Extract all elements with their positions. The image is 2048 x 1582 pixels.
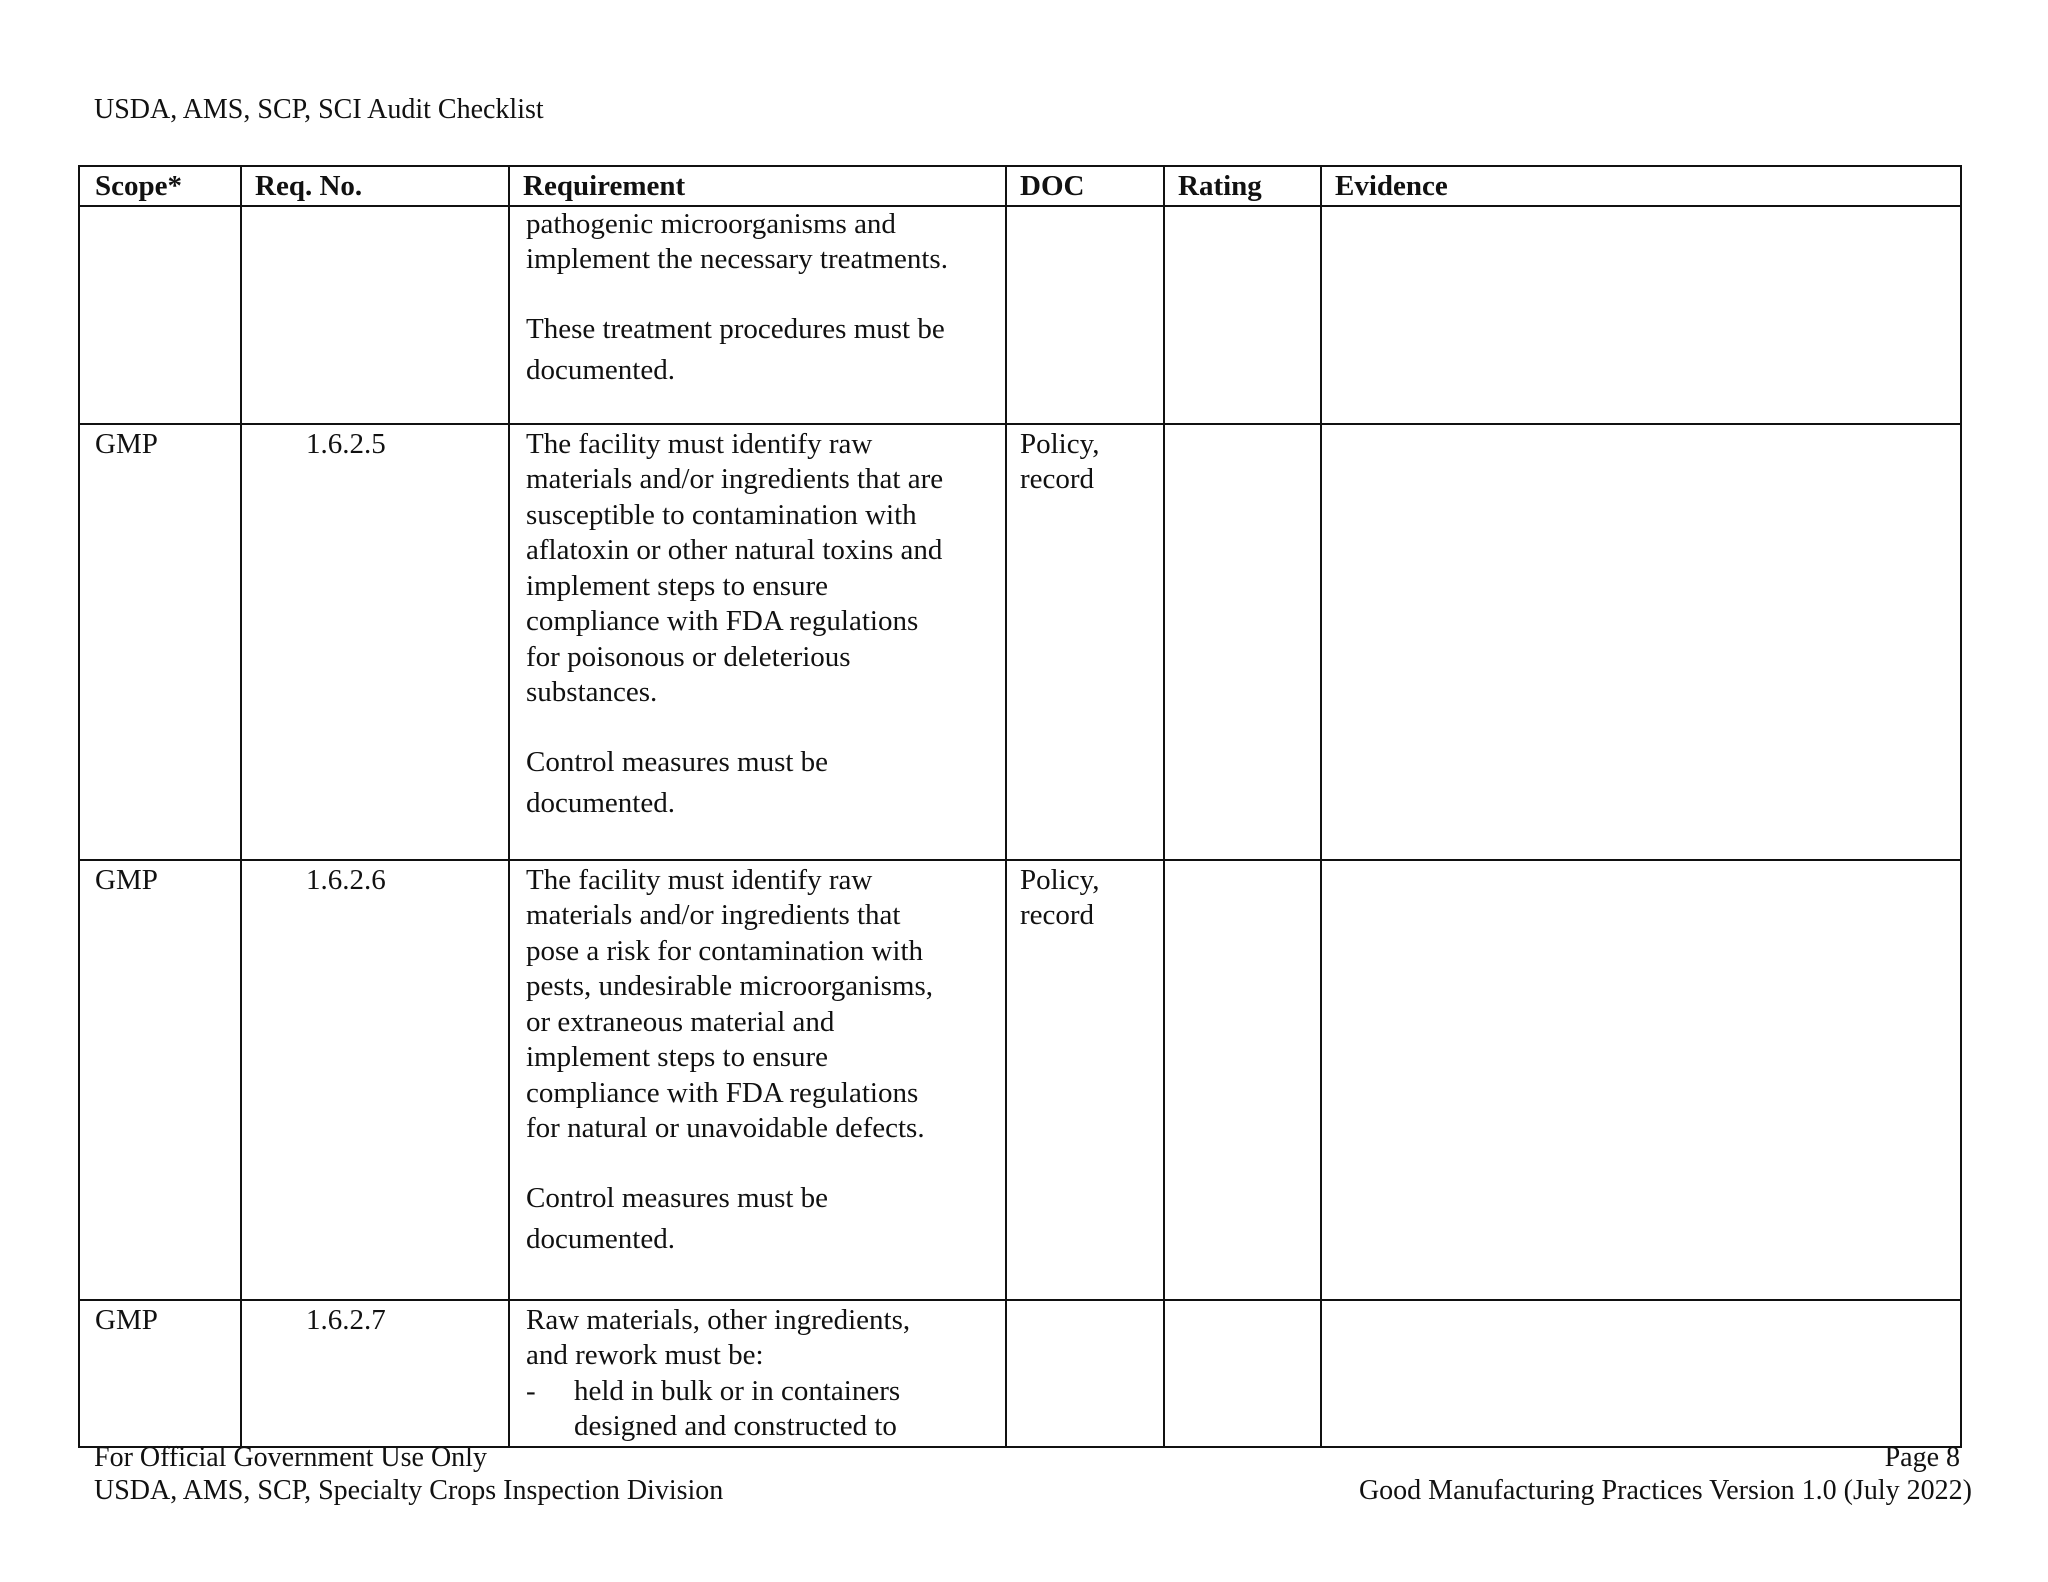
requirement-line: implement steps to ensure [526,1041,829,1073]
column-header-rating: Rating [1164,166,1321,206]
requirement-line: compliance with FDA regulations [526,1076,919,1109]
doc-line: Policy, [1020,427,1100,460]
evidence-cell [1321,1300,1961,1447]
footer-version: Good Manufacturing Practices Version 1.0 (July 2022) [1358,1475,1972,1506]
requirement-line: aflatoxin or other natural toxins and [526,534,943,566]
requirement-line: susceptible to contamination with [526,498,917,531]
requirement-line: The facility must identify raw [526,427,873,460]
column-header-evidence: Evidence [1321,166,1961,206]
bullet-item [526,1374,993,1445]
doc-cell [1006,424,1164,860]
requirement-cell [509,206,1006,424]
requirement-cell [509,860,1006,1300]
req-no-cell: 1.6.2.6 [241,860,509,1300]
doc-line: record [1020,899,1095,931]
scope-cell: GMP [79,424,241,860]
doc-cell [1006,860,1164,1300]
requirement-line: documented. [526,354,675,386]
req-no-cell: 1.6.2.7 [241,1300,509,1447]
audit-checklist-table [78,165,1962,1448]
rating-cell [1164,424,1321,860]
rating-cell [1164,1300,1321,1447]
column-header-requirement: Requirement [509,166,1006,206]
requirement-line: implement steps to ensure [526,569,829,602]
table-row [79,424,1961,860]
requirement-line: for poisonous or deleterious [526,640,851,673]
requirement-line: implement the necessary treatments. [526,243,948,275]
document-header: USDA, AMS, SCP, SCI Audit Checklist [94,94,544,125]
requirement-line: pathogenic microorganisms and [526,207,896,240]
requirement-line: The facility must identify raw [526,863,873,896]
column-header-scope: Scope* [79,166,241,206]
requirement-cell [509,1300,1006,1447]
requirement-line: or extraneous material and [526,1005,835,1038]
footer-division: USDA, AMS, SCP, Specialty Crops Inspection Division [94,1475,724,1506]
evidence-cell [1321,860,1961,1300]
requirement-line: Control measures must be [526,745,829,778]
requirement-line: materials and/or ingredients that are [526,463,944,495]
requirement-line: pose a risk for contamination with [526,934,924,967]
requirement-line: materials and/or ingredients that [526,899,901,931]
evidence-cell [1321,424,1961,860]
rating-cell [1164,860,1321,1300]
requirement-line: documented. [526,787,675,819]
requirement-line: for natural or unavoidable defects. [526,1112,925,1144]
table-row [79,206,1961,424]
footer-classification: For Official Government Use Only [94,1442,487,1473]
table-row [79,860,1961,1300]
requirement-line: pests, undesirable microorganisms, [526,970,934,1002]
requirement-line: substances. [526,676,658,708]
doc-cell [1006,206,1164,424]
requirement-line: documented. [526,1223,675,1255]
doc-line: Policy, [1020,863,1100,896]
bullet-dash: - [526,1374,536,1407]
scope-cell [79,206,241,424]
requirement-cell [509,424,1006,860]
bullet-line: designed and constructed to [574,1410,897,1442]
req-no-cell: 1.6.2.5 [241,424,509,860]
req-no-cell [241,206,509,424]
table-header-row [79,166,1961,206]
doc-line: record [1020,463,1095,495]
requirement-line: and rework must be: [526,1339,764,1371]
bullet-line: held in bulk or in containers [574,1374,901,1407]
table-row [79,1300,1961,1447]
column-header-req-no: Req. No. [241,166,509,206]
scope-cell: GMP [79,1300,241,1447]
footer-page-number: Page 8 [1884,1442,1960,1473]
requirement-line: These treatment procedures must be [526,312,945,345]
column-header-doc: DOC [1006,166,1164,206]
requirement-line: Raw materials, other ingredients, [526,1303,911,1336]
evidence-cell [1321,206,1961,424]
doc-cell [1006,1300,1164,1447]
requirement-line: compliance with FDA regulations [526,605,919,637]
rating-cell [1164,206,1321,424]
scope-cell: GMP [79,860,241,1300]
requirement-line: Control measures must be [526,1181,829,1214]
